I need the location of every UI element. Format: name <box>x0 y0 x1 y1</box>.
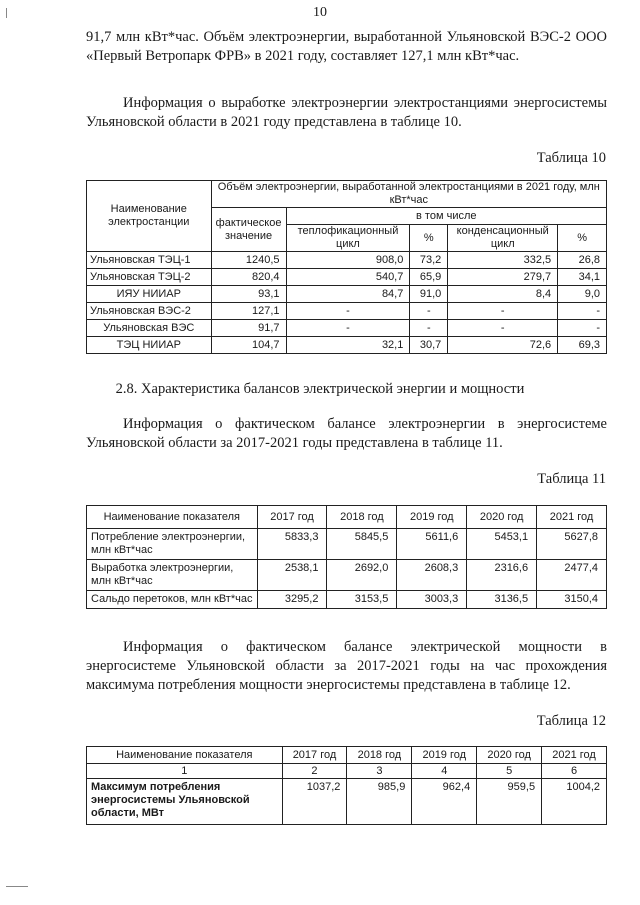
table-11-header-year: 2018 год <box>327 506 397 529</box>
year-value: 985,9 <box>347 779 412 825</box>
table-11-header-year: 2021 год <box>537 506 607 529</box>
cond-pct: 34,1 <box>558 269 607 286</box>
table-10-header-volume: Объём электроэнергии, выработанной электростанциями в 2021 году, млн кВт*час <box>211 181 606 208</box>
heat-pct: - <box>410 320 448 337</box>
station-name: Ульяновская ТЭЦ-1 <box>87 252 212 269</box>
table-11-header-year: 2020 год <box>467 506 537 529</box>
paragraph-1: 91,7 млн кВт*час. Объём электроэнергии, выработанной Ульяновской ВЭС-2 ООО «Первый Ветропарк ФРВ» в 2021 году, составляет 127,1 млн кВт*час. <box>86 29 607 64</box>
year-value: 962,4 <box>412 779 477 825</box>
table-12 <box>86 746 607 825</box>
year-value: 2608,3 <box>397 560 467 591</box>
column-number: 6 <box>542 764 607 779</box>
table-11-caption: Таблица 11 <box>537 471 606 487</box>
paragraph-2: Информация о выработке электроэнергии электростанциями энергосистемы Ульяновской области в 2021 году представлена в таблице 10. <box>86 95 607 130</box>
table-10-header-heat-pct: % <box>410 225 448 252</box>
table-row <box>87 591 607 609</box>
table-10-header-including: в том числе <box>286 208 606 225</box>
section-heading: 2.8. Характеристика балансов электрической энергии и мощности <box>115 381 525 397</box>
year-value: 3295,2 <box>257 591 327 609</box>
table-row <box>87 320 607 337</box>
heat-value: 908,0 <box>286 252 410 269</box>
table-12-header-year: 2019 год <box>412 747 477 764</box>
heat-value: - <box>286 320 410 337</box>
table-12-header-name: Наименование показателя <box>87 747 283 764</box>
cond-pct: 26,8 <box>558 252 607 269</box>
year-value: 959,5 <box>477 779 542 825</box>
heat-value: 32,1 <box>286 337 410 354</box>
cond-value: 72,6 <box>448 337 558 354</box>
year-value: 5453,1 <box>467 529 537 560</box>
actual-value: 104,7 <box>211 337 286 354</box>
heat-pct: - <box>410 303 448 320</box>
actual-value: 127,1 <box>211 303 286 320</box>
table-10-header-actual: фактическое значение <box>211 208 286 252</box>
table-11-header-name: Наименование показателя <box>87 506 258 529</box>
column-number: 2 <box>282 764 347 779</box>
table-10-header-cond-pct: % <box>558 225 607 252</box>
cond-pct: - <box>558 303 607 320</box>
table-row <box>87 779 607 825</box>
scan-mark <box>6 8 17 18</box>
year-value: 1037,2 <box>282 779 347 825</box>
table-12-caption: Таблица 12 <box>536 713 606 729</box>
year-value: 5627,8 <box>537 529 607 560</box>
heat-pct: 73,2 <box>410 252 448 269</box>
cond-value: 8,4 <box>448 286 558 303</box>
table-12-header-year: 2020 год <box>477 747 542 764</box>
table-10 <box>86 180 607 354</box>
table-11-header-year: 2019 год <box>397 506 467 529</box>
cond-pct: 9,0 <box>558 286 607 303</box>
heat-pct: 65,9 <box>410 269 448 286</box>
table-11 <box>86 505 607 609</box>
table-row <box>87 286 607 303</box>
table-11-header-year: 2017 год <box>257 506 327 529</box>
station-name: ИЯУ НИИАР <box>87 286 212 303</box>
column-number: 4 <box>412 764 477 779</box>
table-10-header-cond: конденсационный цикл <box>448 225 558 252</box>
cond-value: 279,7 <box>448 269 558 286</box>
year-value: 3136,5 <box>467 591 537 609</box>
cond-value: - <box>448 320 558 337</box>
column-number: 5 <box>477 764 542 779</box>
page-number: 10 <box>313 5 327 20</box>
year-value: 3150,4 <box>537 591 607 609</box>
cond-value: - <box>448 303 558 320</box>
year-value: 3153,5 <box>327 591 397 609</box>
actual-value: 93,1 <box>211 286 286 303</box>
column-number: 3 <box>347 764 412 779</box>
table-12-header-year: 2017 год <box>282 747 347 764</box>
paragraph-3: Информация о фактическом балансе электроэнергии в энергосистеме Ульяновской области за 2017-2021 годы представлена в таблице 11. <box>86 416 607 451</box>
station-name: Ульяновская ВЭС <box>87 320 212 337</box>
table-12-header-year: 2021 год <box>542 747 607 764</box>
station-name: Ульяновская ВЭС-2 <box>87 303 212 320</box>
station-name: Ульяновская ТЭЦ-2 <box>87 269 212 286</box>
actual-value: 91,7 <box>211 320 286 337</box>
year-value: 5845,5 <box>327 529 397 560</box>
heat-value: - <box>286 303 410 320</box>
table-row <box>87 269 607 286</box>
year-value: 2538,1 <box>257 560 327 591</box>
year-value: 5611,6 <box>397 529 467 560</box>
indicator-name: Потребление электроэнергии, млн кВт*час <box>87 529 258 560</box>
year-value: 2692,0 <box>327 560 397 591</box>
cond-pct: - <box>558 320 607 337</box>
year-value: 1004,2 <box>542 779 607 825</box>
heat-pct: 30,7 <box>410 337 448 354</box>
table-10-caption: Таблица 10 <box>536 150 606 166</box>
table-row <box>87 560 607 591</box>
column-number: 1 <box>87 764 283 779</box>
heat-value: 84,7 <box>286 286 410 303</box>
table-12-header-year: 2018 год <box>347 747 412 764</box>
actual-value: 1240,5 <box>211 252 286 269</box>
year-value: 2316,6 <box>467 560 537 591</box>
indicator-name: Выработка электроэнергии, млн кВт*час <box>87 560 258 591</box>
station-name: ТЭЦ НИИАР <box>87 337 212 354</box>
table-row <box>87 337 607 354</box>
scan-mark <box>6 886 28 888</box>
cond-pct: 69,3 <box>558 337 607 354</box>
table-10-header-heat: теплофикационный цикл <box>286 225 410 252</box>
table-10-header-name: Наименование электростанции <box>87 181 212 252</box>
actual-value: 820,4 <box>211 269 286 286</box>
table-row <box>87 303 607 320</box>
year-value: 5833,3 <box>257 529 327 560</box>
indicator-name: Максимум потребления энергосистемы Ульяновской области, МВт <box>87 779 283 825</box>
heat-value: 540,7 <box>286 269 410 286</box>
cond-value: 332,5 <box>448 252 558 269</box>
table-row <box>87 529 607 560</box>
year-value: 2477,4 <box>537 560 607 591</box>
year-value: 3003,3 <box>397 591 467 609</box>
paragraph-4: Информация о фактическом балансе электрической мощности в энергосистеме Ульяновской области за 2017-2021 годы на час прохождения максимума потребления мощности энергосистемы представлена в таблице 12. <box>86 639 607 693</box>
table-row <box>87 252 607 269</box>
heat-pct: 91,0 <box>410 286 448 303</box>
indicator-name: Сальдо перетоков, млн кВт*час <box>87 591 258 609</box>
